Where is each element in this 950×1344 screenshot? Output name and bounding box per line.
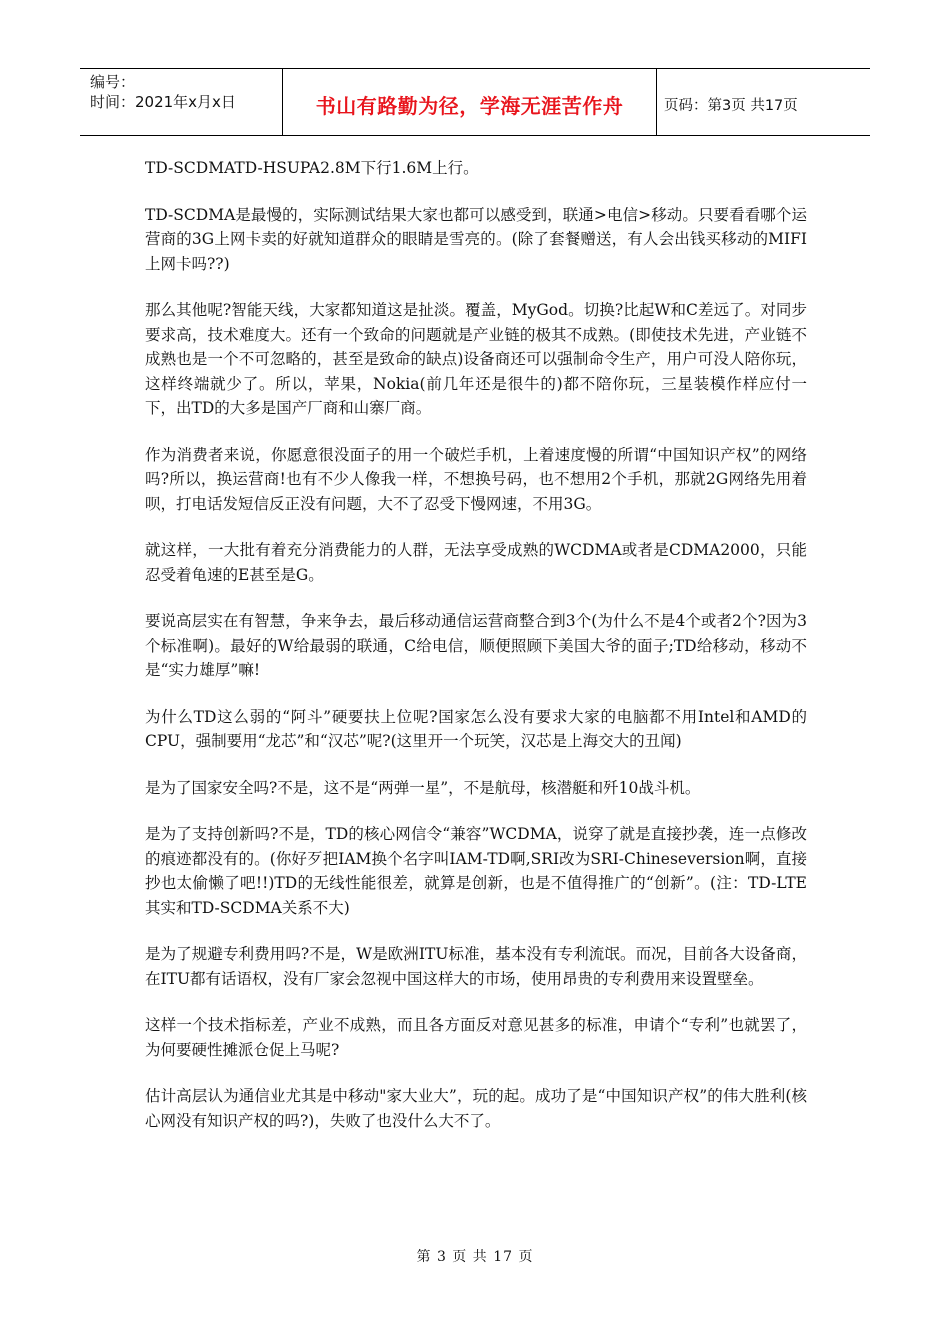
paragraph: 是为了规避专利费用吗?不是，W是欧洲ITU标准，基本没有专利流氓。而况，目前各大设备商，在ITU都有话语权，没有厂家会忽视中国这样大的市场，使用昂贵的专利费用来设置壁垒。 — [145, 945, 807, 988]
paragraph: 就这样，一大批有着充分消费能力的人群，无法享受成熟的WCDMA或者是CDMA2000，只能忍受着龟速的E甚至是G。 — [145, 541, 807, 584]
footer-page-number: 第 3 页 共 17 页 — [416, 1249, 534, 1265]
paragraph: 作为消费者来说，你愿意很没面子的用一个破烂手机，上着速度慢的所谓“中国知识产权”的网络吗?所以，换运营商!也有不少人像我一样，不想换号码，也不想用2个手机，那就2G网络先用着呗，打电话发短信反正没有问题，大不了忍受下慢网速，不用3G。 — [145, 445, 807, 513]
header-meta-cell — [80, 69, 283, 135]
paragraph: 为什么TD这么弱的“阿斗”硬要扶上位呢?国家怎么没有要求大家的电脑都不用Intel和AMD的CPU，强制要用“龙芯”和“汉芯”呢?(这里开一个玩笑，汉芯是上海交大的丑闻) — [145, 707, 807, 750]
document-date-label: 时间：2021年x月x日 — [90, 93, 236, 111]
header-motto: 书山有路勤为径，学海无涯苦作舟 — [315, 93, 624, 118]
paragraph: 估计高层认为通信业尤其是中移动"家大业大”，玩的起。成功了是“中国知识产权”的伟大胜利(核心网没有知识产权的吗?)，失败了也没什么大不了。 — [145, 1087, 807, 1130]
header-motto-cell — [283, 69, 657, 135]
paragraph: TD-SCDMA是最慢的，实际测试结果大家也都可以感受到，联通>电信>移动。只要看看哪个运营商的3G上网卡卖的好就知道群众的眼睛是雪亮的。(除了套餐赠送，有人会出钱买移动的MIFI上网卡吗??) — [145, 205, 807, 273]
paragraph: 要说高层实在有智慧，争来争去，最后移动通信运营商整合到3个(为什么不是4个或者2个?因为3个标准啊)。最好的W给最弱的联通，C给电信，顺便照顾下美国大爷的面子;TD给移动，移动不是“实力雄厚”嘛! — [145, 612, 807, 679]
document-body — [145, 156, 807, 1155]
paragraph: TD-SCDMATD-HSUPA2.8M下行1.6M上行。 — [145, 159, 479, 177]
page-header — [80, 68, 870, 136]
header-page-label: 页码：第3页 共17页 — [664, 97, 798, 114]
header-page-cell — [657, 69, 870, 135]
document-number-label: 编号： — [90, 73, 136, 91]
paragraph: 那么其他呢?智能天线，大家都知道这是扯淡。覆盖，MyGod。切换?比起W和C差远了。对同步要求高，技术难度大。还有一个致命的问题就是产业链的极其不成熟。(即使技术先进，产业链不成熟也是一个不可忽略的，甚至是致命的缺点)设备商还可以强制命令生产，用户可没人陪你玩，这样终端就少了。所以，苹果，Nokia(前几年还是很牛的)都不陪你玩，三星装模作样应付一下，出TD的大多是国产厂商和山寨厂商。 — [145, 301, 807, 417]
paragraph: 这样一个技术指标差，产业不成熟，而且各方面反对意见甚多的标准，申请个“专利”也就罢了，为何要硬性摊派仓促上马呢? — [145, 1016, 807, 1059]
paragraph: 是为了国家安全吗?不是，这不是“两弹一星”，不是航母，核潜艇和歼10战斗机。 — [145, 778, 701, 797]
paragraph: 是为了支持创新吗?不是，TD的核心网信令“兼容”WCDMA，说穿了就是直接抄袭，连一点修改的痕迹都没有的。(你好歹把IAM换个名字叫IAM-TD啊,SRI改为SRI-Chineseversion啊，直接抄也太偷懒了吧!!)TD的无线性能很差，就算是创新，也是不值得推广的“创新”。(注：TD-LTE其实和TD-SCDMA关系不大) — [145, 825, 807, 917]
